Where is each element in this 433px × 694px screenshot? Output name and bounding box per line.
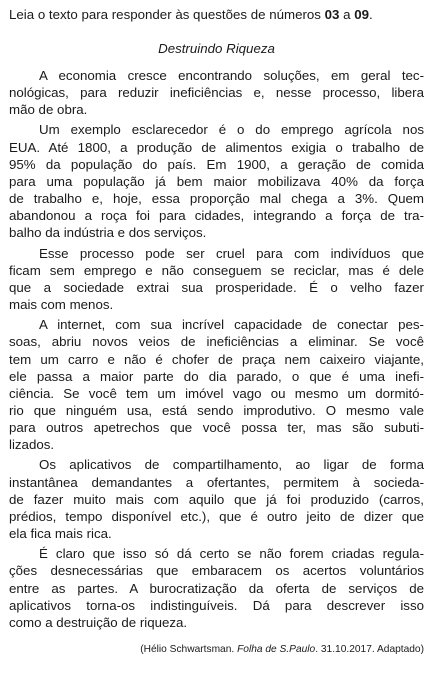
paragraph-line: rio que ninguém usa, está sendo improdutivo. O mesmo vale [9,402,424,418]
paragraph-line: Esse processo pode ser cruel para com indivíduos que [39,245,424,261]
paragraph-line: 95% da população do país. Em 1900, a geração de comida [9,156,424,172]
paragraph-line: mais com menos. [9,297,114,313]
article-paragraph [9,545,424,631]
article-paragraph [9,456,424,542]
paragraph-line: ficam sem emprego e não conseguem se reciclar, mas é dele [9,262,424,278]
paragraph-line: balho da indústria e dos serviços. [9,225,207,241]
paragraph-line: A internet, com sua incrível capacidade de conectar pes- [39,317,424,333]
source-citation [9,643,424,656]
paragraph-line: nológicas, para reduzir ineficiências e, nesse processo, libera [9,85,424,101]
paragraph-line: para outros apetrechos que você possa ter, mas são subuti- [9,420,424,436]
citation-open: ( [140,644,144,655]
paragraph-line: ela fica mais rica. [9,526,112,542]
citation-author: Hélio Schwartsman [143,644,232,655]
paragraph-line: Um exemplo esclarecedor é o do emprego agrícola nos [39,122,424,138]
article-paragraph [9,245,424,314]
article-body [9,67,424,631]
article-paragraph [9,316,424,453]
paragraph-line: lizados. [9,437,55,453]
paragraph-line: entre as partes. A burocratização da oferta de serviços de [9,580,424,596]
instruction-connector: a [339,7,355,22]
paragraph-line: de fazer muito mais com aquilo que já foi produzido (carros, [9,491,424,507]
paragraph-line: abandonou a roça foi para cidades, integrando a força de tra- [9,208,424,224]
instruction-prefix: Leia o texto para responder às questões de números [9,7,325,22]
instruction-text [9,6,424,23]
paragraph-line: que a sociedade extrai sua prosperidade. É o velho fazer [9,279,424,295]
paragraph-line: ele passa a maior parte do dia parado, o que é uma inefi- [9,368,424,384]
question-start-number: 03 [324,7,340,22]
article-paragraph [9,121,424,241]
article-paragraph [9,67,424,118]
paragraph-line: mão de obra. [9,102,88,118]
paragraph-line: prédios, tempo disponível etc.), que é outro jeito de dizer que [9,508,424,524]
paragraph-line: soas, abriu novos veios de ineficiências a eliminar. Se você [9,334,424,350]
paragraph-line: aplicativos torna-os indistinguíveis. Dá para descrever isso [9,597,424,613]
paragraph-line: como a destruição de riqueza. [9,614,188,630]
paragraph-line: EUA. Até 1800, a produção de alimentos exigia o trabalho de [9,139,424,155]
paragraph-line: É claro que isso só dá certo se não forem criadas regula- [39,546,424,562]
article-title: Destruindo Riqueza [158,41,275,56]
paragraph-line: instantânea demandantes a ofertantes, permitem à socieda- [9,474,424,490]
citation-separator: . [231,644,238,655]
paragraph-line: ções desnecessárias que embaracem os acertos voluntários [9,563,424,579]
citation-source: Folha de S.Paulo [237,644,316,655]
paragraph-line: ciência. Se você tem um imóvel vago ou mesmo um dormitó- [9,385,424,401]
question-end-number: 09 [354,7,370,22]
paragraph-line: Os aplicativos de compartilhamento, ao ligar de forma [39,457,424,473]
citation-date: . 31.10.2017. Adaptado) [315,644,424,655]
paragraph-line: tem um carro e não é chofer de praça nem caixeiro viajante, [9,351,424,367]
paragraph-line: de trabalho e, hoje, essa proporção mal chega a 3%. Quem [9,191,424,207]
instruction-suffix: . [369,7,373,22]
paragraph-line: A economia cresce encontrando soluções, em geral tec- [39,68,424,83]
paragraph-line: para uma população já bem maior mobilizava 40% da força [9,173,424,189]
